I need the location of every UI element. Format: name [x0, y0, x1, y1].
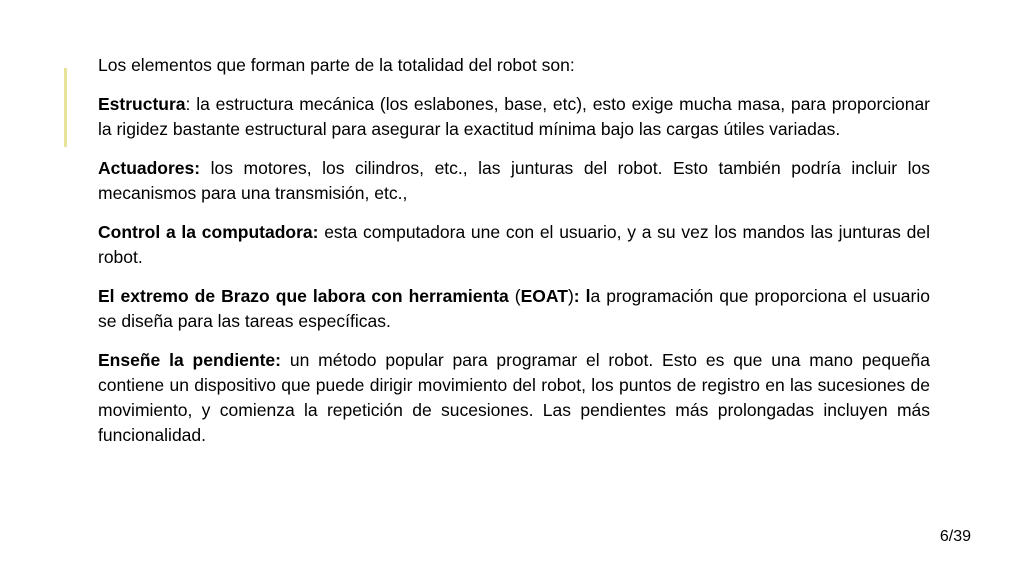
- accent-bar: [64, 68, 67, 147]
- separator-eoat-open: (: [508, 286, 521, 306]
- text-estructura: la estructura mecánica (los eslabones, base, etc), esto exige mucha masa, para proporcionar la rigidez bastante estructural para asegurar la exactitud mínima bajo las cargas útiles variadas.: [98, 94, 930, 139]
- slide-content: [98, 53, 930, 462]
- paragraph-pendiente: [98, 348, 930, 448]
- separator-eoat-close: ): [567, 286, 574, 306]
- term-actuadores: Actuadores:: [98, 158, 201, 178]
- term-eoat-colon: : l: [573, 286, 591, 306]
- paragraph-estructura: [98, 92, 930, 142]
- intro-text: Los elementos que forman parte de la totalidad del robot son:: [98, 55, 575, 75]
- text-actuadores: los motores, los cilindros, etc., las junturas del robot. Esto también podría incluir los mecanismos para una transmisión, etc.,: [98, 158, 930, 203]
- term-pendiente: Enseñe la pendiente:: [98, 350, 281, 370]
- paragraph-eoat: [98, 284, 930, 334]
- text-pendiente: un método popular para programar el robot. Esto es que una mano pequeña contiene un dispositivo que puede dirigir movimiento del robot, los puntos de registro en las sucesiones de movimiento, y comienza la repetición de sucesiones. Las pendientes más prolongadas incluyen más funcionalidad.: [98, 350, 931, 445]
- term-eoat-acronym: EOAT: [520, 286, 568, 306]
- text-eoat: a programación que proporciona el usuario se diseña para las tareas específicas.: [98, 286, 930, 331]
- term-control: Control a la computadora:: [98, 222, 319, 242]
- term-estructura: Estructura: [98, 94, 186, 114]
- page-number: 6/39: [939, 528, 971, 545]
- paragraph-control: [98, 220, 930, 270]
- paragraph-actuadores: [98, 156, 930, 206]
- separator-estructura: :: [185, 94, 191, 114]
- text-control: esta computadora une con el usuario, y a su vez los mandos las junturas del robot.: [98, 222, 930, 267]
- term-eoat: El extremo de Brazo que labora con herramienta: [98, 286, 509, 306]
